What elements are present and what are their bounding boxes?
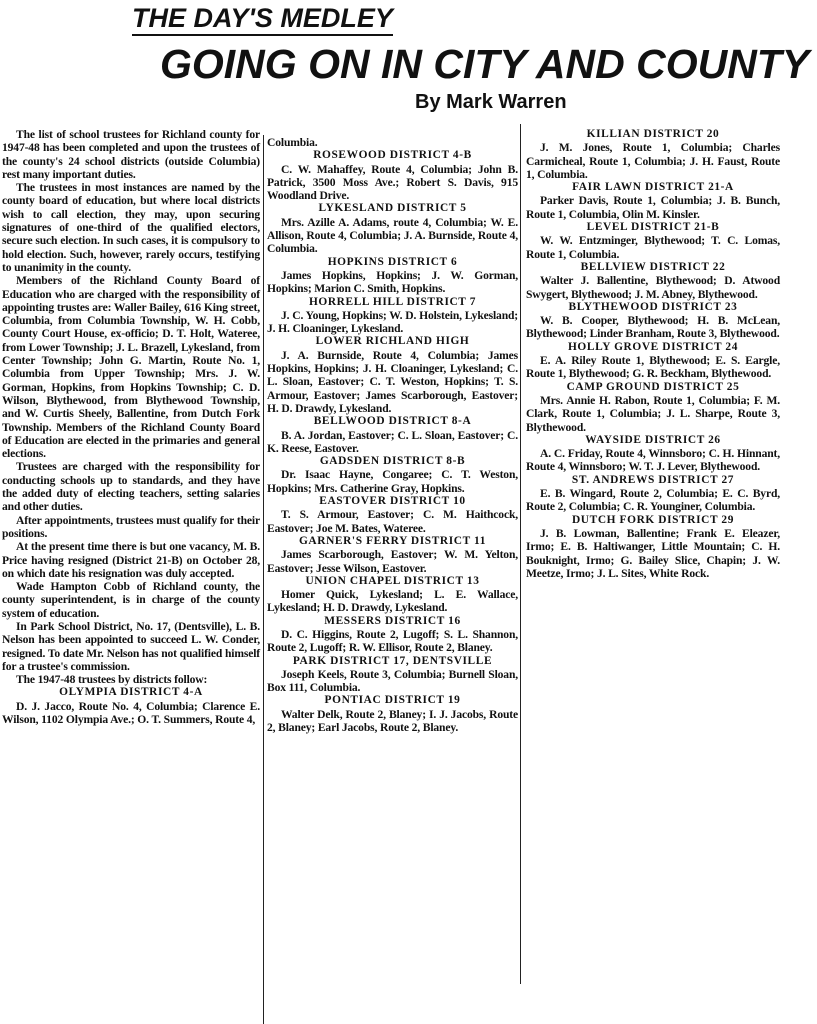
intro-paragraph: The 1947-48 trustees by districts follow: (16, 673, 208, 687)
district-heading: LYKESLAND DISTRICT 5 (318, 202, 467, 215)
district-heading: ST. ANDREWS DISTRICT 27 (571, 473, 735, 486)
district-trustees: Parker Davis, Route 1, Columbia; J. B. Bunch, Route 1, Columbia, Olin M. Kinsler. (526, 194, 780, 221)
district-trustees: James Scarborough, Eastover; W. M. Yelton, Eastover; Jesse Wilson, Eastover. (267, 548, 518, 575)
headline: GOING ON IN CITY AND COUNTY (160, 41, 810, 87)
district-heading: GADSDEN DISTRICT 8-B (319, 455, 466, 468)
district-trustees: D. J. Jacco, Route No. 4, Columbia; Clarence E. Wilson, 1102 Olympia Ave.; O. T. Summers, Route 4, (2, 699, 260, 727)
district-trustees: Mrs. Annie H. Rabon, Route 1, Columbia; F. M. Clark, Route 1, Columbia; J. L. Sharpe, Route 3, Blythewood. (526, 393, 780, 434)
district-trustees: J. A. Burnside, Route 4, Columbia; James Hopkins, Hopkins; J. H. Cloaninger, Lykesland; C. L. Sloan, Eastover; C. T. Weston, Hopkins; T. S. Armour, Eastover; James Scarborough, Eastover; H. D. Drawdy, Lykesland. (267, 348, 518, 415)
district-heading: HORRELL HILL DISTRICT 7 (308, 295, 477, 308)
article-column-2 (267, 136, 518, 734)
district-trustees: Dr. Isaac Hayne, Congaree; C. T. Weston, Hopkins; Mrs. Catherine Gray, Hopkins. (267, 468, 518, 495)
district-heading: LOWER RICHLAND HIGH (315, 335, 470, 348)
article-column-3 (526, 128, 780, 580)
district-trustees: Homer Quick, Lykesland; L. E. Wallace, Lykesland; H. D. Drawdy, Lykesland. (267, 588, 518, 615)
intro-paragraph: Members of the Richland County Board of Education who are charged with the responsibility of appointing trustes are: Waller Bailey, 616 King street, Columbia, from Columbia Township, W. H. Cobb, County Court House, ex-officio; D. T. Holt, Wateree, from Lower Township; J. L. Brazell, Lykesland, from Center Township; John G. Martin, Route No. 1, Columbia from Upper Township; Mrs. J. W. Gorman, Hopkins, from Hopkins Township; C. D. Wilson, Blythewood, from Blythewood Township, and W. Curtis Sheely, Ballentine, from Dutch Fork Township. Members of the Richland County Board of Education are elected in the primaries and general elections. (2, 274, 260, 461)
intro-paragraph: The trustees in most instances are named by the county board of education, but where local districts wish to call election, they may, upon securing signatures of one-third of the qualified electors, secure such election. In such cases, it is compulsory to hold election. Such, however, rarely occurs, testifying to unanimity in the county. (2, 181, 260, 274)
district-heading: KILLIAN DISTRICT 20 (586, 128, 720, 140)
district-trustees: James Hopkins, Hopkins; J. W. Gorman, Hopkins; Marion C. Smith, Hopkins. (267, 268, 518, 296)
district-heading: ROSEWOOD DISTRICT 4-B (313, 149, 472, 162)
district-heading: BLYTHEWOOD DISTRICT 23 (568, 300, 738, 313)
district-trustees: Mrs. Azille A. Adams, route 4, Columbia; W. E. Allison, Route 4, Columbia; J. A. Burnside, Route 4, Columbia. (267, 215, 518, 256)
intro-paragraph: In Park School District, No. 17, (Dentsville), L. B. Nelson has been appointed to succeed L. W. Conder, resigned. To date Mr. Nelson has not qualified himself for a trustee's commission. (2, 619, 260, 673)
continued-text: Columbia. (267, 136, 318, 149)
column-rule-left (263, 135, 264, 1024)
district-heading: DUTCH FORK DISTRICT 29 (571, 513, 735, 526)
district-trustees: W. B. Cooper, Blythewood; H. B. McLean, Blythewood; Linder Branham, Route 3, Blythewood. (526, 314, 780, 341)
intro-paragraph: After appointments, trustees must qualify for their positions. (2, 513, 260, 540)
intro-paragraph: The list of school trustees for Richland county for 1947-48 has been completed and upon the trustees of the county's 24 school districts (outside Columbia) rest many important duties. (2, 128, 260, 181)
district-trustees: T. S. Armour, Eastover; C. M. Haithcock, Eastover; Joe M. Bates, Wateree. (267, 508, 518, 535)
intro-paragraph: At the present time there is but one vacancy, M. B. Price having resigned (District 21-B) on October 28, on which date his resignation was duly accepted. (2, 540, 260, 580)
district-heading: PARK DISTRICT 17, DENTSVILLE (292, 654, 493, 667)
kicker-title: THE DAY'S MEDLEY (132, 2, 393, 36)
district-heading: PONTIAC DISTRICT 19 (324, 694, 461, 707)
district-trustees: J. C. Young, Hopkins; W. D. Holstein, Lykesland; J. H. Cloaninger, Lykesland. (267, 308, 518, 336)
district-heading: UNION CHAPEL DISTRICT 13 (305, 574, 480, 587)
district-trustees: Walter J. Ballentine, Blythewood; D. Atwood Swygert, Blythewood; J. M. Abney, Blythewood. (526, 274, 780, 301)
district-heading: MESSERS DISTRICT 16 (324, 614, 461, 627)
district-trustees: E. B. Wingard, Route 2, Columbia; E. C. Byrd, Route 2, Columbia; C. R. Younginer, Columbia. (526, 487, 780, 514)
district-heading: FAIR LAWN DISTRICT 21-A (572, 181, 734, 194)
district-heading: EASTOVER DISTRICT 10 (319, 495, 466, 508)
district-trustees: A. C. Friday, Route 4, Winnsboro; C. H. Hinnant, Route 4, Winnsboro; W. T. J. Lever, Blythewood. (526, 447, 780, 474)
district-heading: LEVEL DISTRICT 21-B (586, 221, 720, 234)
district-heading: WAYSIDE DISTRICT 26 (585, 433, 721, 446)
district-heading: OLYMPIA DISTRICT 4-A (59, 686, 203, 699)
district-trustees: B. A. Jordan, Eastover; C. L. Sloan, Eastover; C. K. Reese, Eastover. (267, 428, 518, 455)
district-trustees: Joseph Keels, Route 3, Columbia; Burnell Sloan, Box 111, Columbia. (267, 667, 518, 695)
district-trustees: E. A. Riley Route 1, Blythewood; E. S. Eargle, Route 1, Blythewood; G. R. Beckham, Blythewood. (526, 354, 780, 381)
district-trustees: C. W. Mahaffey, Route 4, Columbia; John B. Patrick, 3500 Moss Ave.; Robert S. Davis, 915 Woodland Drive. (267, 162, 518, 203)
byline: By Mark Warren (415, 91, 567, 113)
district-heading: GARNER'S FERRY DISTRICT 11 (298, 534, 487, 547)
district-trustees: J. B. Lowman, Ballentine; Frank E. Eleazer, Irmo; E. B. Haltiwanger, Little Mountain; C. H. Bouknight, Irmo; G. Bailey Slice, Chapin; J. W. Meetze, Irmo; J. L. Sites, White Rock. (526, 526, 780, 580)
intro-paragraph: Wade Hampton Cobb of Richland county, the county superintendent, is in charge of the county system of education. (2, 580, 260, 620)
district-heading: BELLVIEW DISTRICT 22 (580, 260, 726, 273)
district-heading: HOPKINS DISTRICT 6 (327, 255, 458, 268)
district-trustees: J. M. Jones, Route 1, Columbia; Charles Carmicheal, Route 1, Columbia; J. H. Faust, Route 1, Columbia. (526, 141, 780, 181)
district-trustees: Walter Delk, Route 2, Blaney; I. J. Jacobs, Route 2, Blaney; Earl Jacobs, Route 2, Blaney. (267, 707, 518, 735)
district-trustees: D. C. Higgins, Route 2, Lugoff; S. L. Shannon, Route 2, Lugoff; R. W. Ellisor, Route 2, Blaney. (267, 627, 518, 655)
district-heading: HOLLY GROVE DISTRICT 24 (567, 340, 739, 353)
article-column-1 (2, 128, 260, 726)
column-rule-right (520, 124, 521, 984)
district-trustees: W. W. Entzminger, Blythewood; T. C. Lomas, Route 1, Columbia. (526, 234, 780, 261)
district-heading: BELLWOOD DISTRICT 8-A (313, 415, 472, 428)
district-heading: CAMP GROUND DISTRICT 25 (566, 380, 740, 393)
intro-paragraph: Trustees are charged with the responsibility for conducting schools up to standards, and they have the added duty of electing teachers, setting salaries and other duties. (2, 460, 260, 514)
